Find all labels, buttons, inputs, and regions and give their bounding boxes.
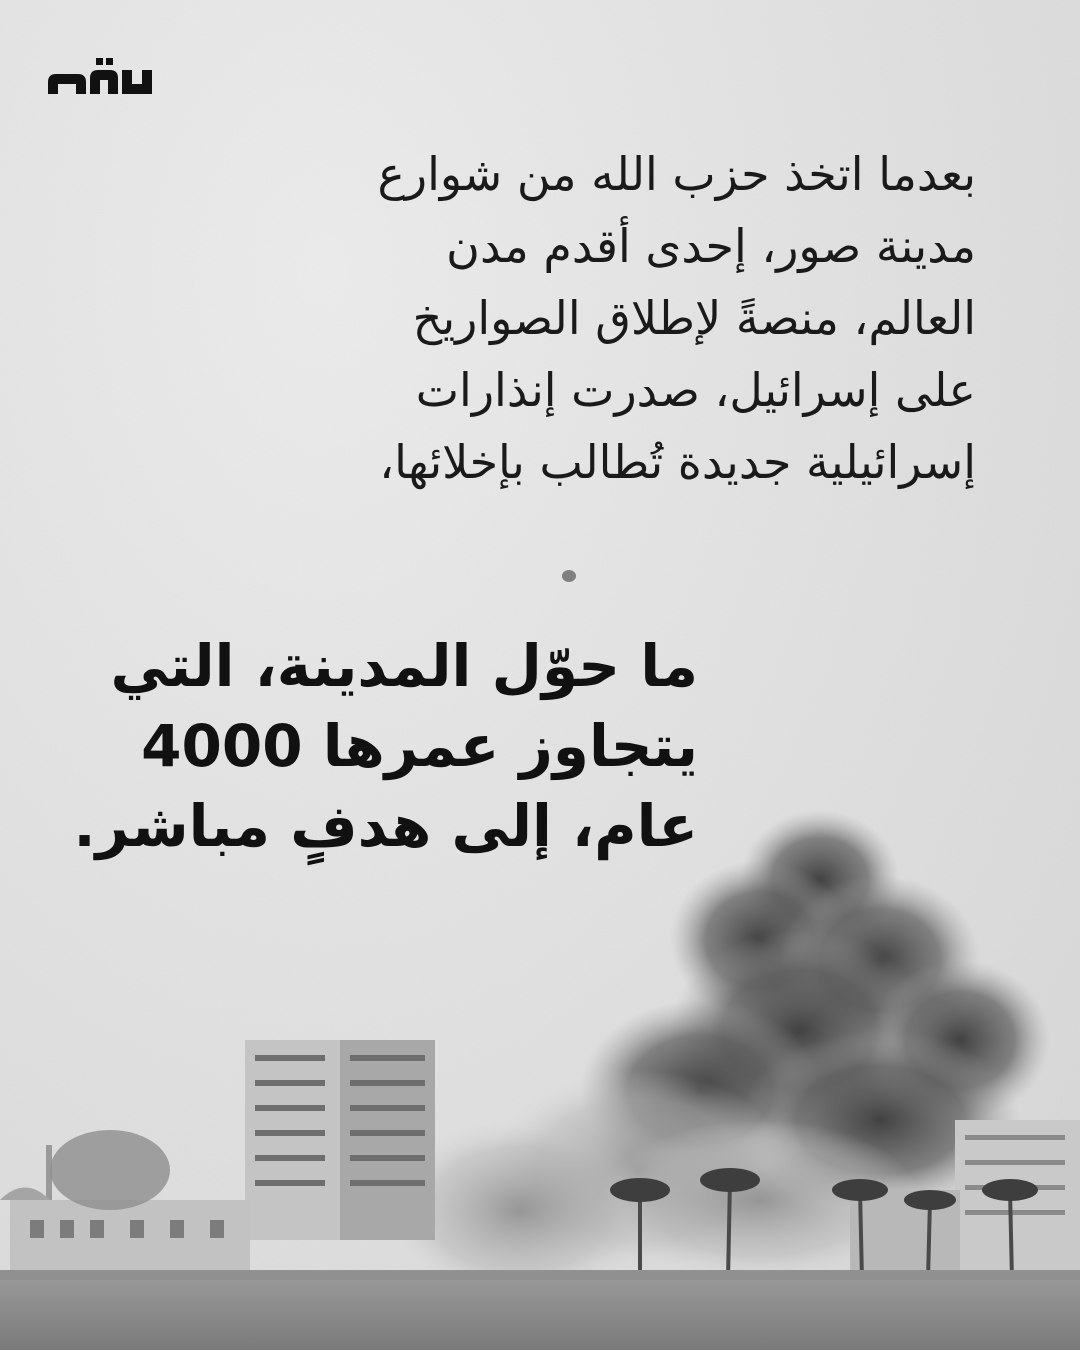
headline-line: يتجاوز عمرها 4000 (141, 712, 698, 780)
headline-line: عام، إلى هدفٍ مباشر. (73, 792, 698, 860)
city-explosion-photo (0, 790, 1080, 1350)
apartment-tower (245, 1040, 435, 1240)
intro-line: على إسرائيل، صدرت إنذارات (415, 363, 976, 417)
brand-logo (48, 58, 152, 98)
intro-line: العالم، منصةً لإطلاق الصواريخ (412, 291, 976, 345)
intro-line: مدينة صور، إحدى أقدم مدن (446, 219, 976, 273)
intro-paragraph (296, 138, 976, 498)
left-buildings (0, 1130, 250, 1280)
intro-line: إسرائيلية جديدة تُطالب بإخلائها، (379, 435, 976, 489)
intro-line: بعدما اتخذ حزب الله من شوارع (377, 147, 976, 201)
headline-line: ما حوّل المدينة، التي (110, 632, 698, 700)
shoreline (0, 1270, 1080, 1350)
speck-decoration (562, 570, 576, 582)
